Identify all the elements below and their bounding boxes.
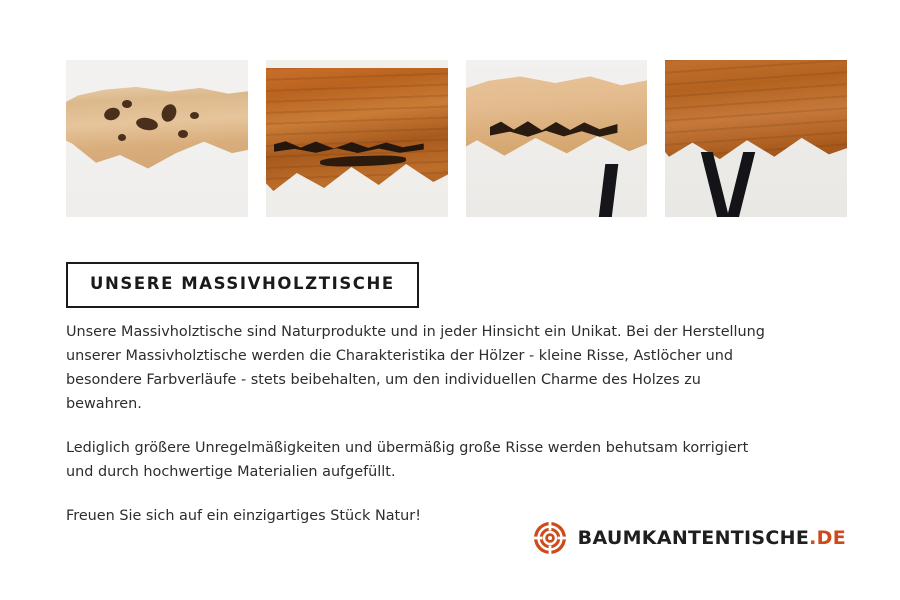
wood-knot	[178, 130, 188, 138]
wood-slab-shape	[266, 68, 448, 217]
product-photo-2[interactable]	[266, 60, 448, 217]
page-title: UNSERE MASSIVHOLZTISCHE	[90, 274, 395, 293]
wood-slab-shape	[665, 60, 847, 178]
paragraph-1: Unsere Massivholztische sind Naturprodukte und in jeder Hinsicht ein Unikat. Bei der Herstellung unserer Massivholztische werden die Charakteristika der Hölzer - kleine Risse, Astlöcher und besondere Farbverläufe - stets beibehalten, um den individuellen Charme des Holzes zu bewahren.	[66, 324, 765, 412]
brand-tld: .DE	[809, 527, 846, 549]
brand-name: BAUMKANTENTISCHE	[577, 527, 810, 549]
product-photo-3[interactable]	[466, 60, 648, 217]
headline-box	[66, 262, 419, 308]
product-photo-1[interactable]	[66, 60, 248, 217]
brand-wordmark	[578, 527, 846, 549]
tree-ring-logo-icon	[533, 521, 567, 555]
table-leg	[701, 152, 729, 217]
wood-knot	[118, 134, 126, 141]
paragraph-3: Freuen Sie sich auf ein einzigartiges Stück Natur!	[66, 508, 421, 524]
wood-grain	[266, 68, 448, 217]
wood-knot	[190, 112, 199, 119]
wood-slab-shape	[66, 84, 248, 180]
brand-logo[interactable]	[533, 521, 846, 555]
product-photo-strip	[66, 60, 847, 217]
table-leg	[727, 152, 755, 217]
product-photo-4[interactable]	[665, 60, 847, 217]
wood-grain	[665, 60, 847, 178]
table-leg	[598, 164, 618, 217]
body-copy	[66, 320, 766, 528]
paragraph-2: Lediglich größere Unregelmäßigkeiten und übermäßig große Risse werden behutsam korrigiert und durch hochwertige Materialien aufgefüllt.	[66, 440, 749, 480]
wood-knot	[122, 100, 132, 108]
